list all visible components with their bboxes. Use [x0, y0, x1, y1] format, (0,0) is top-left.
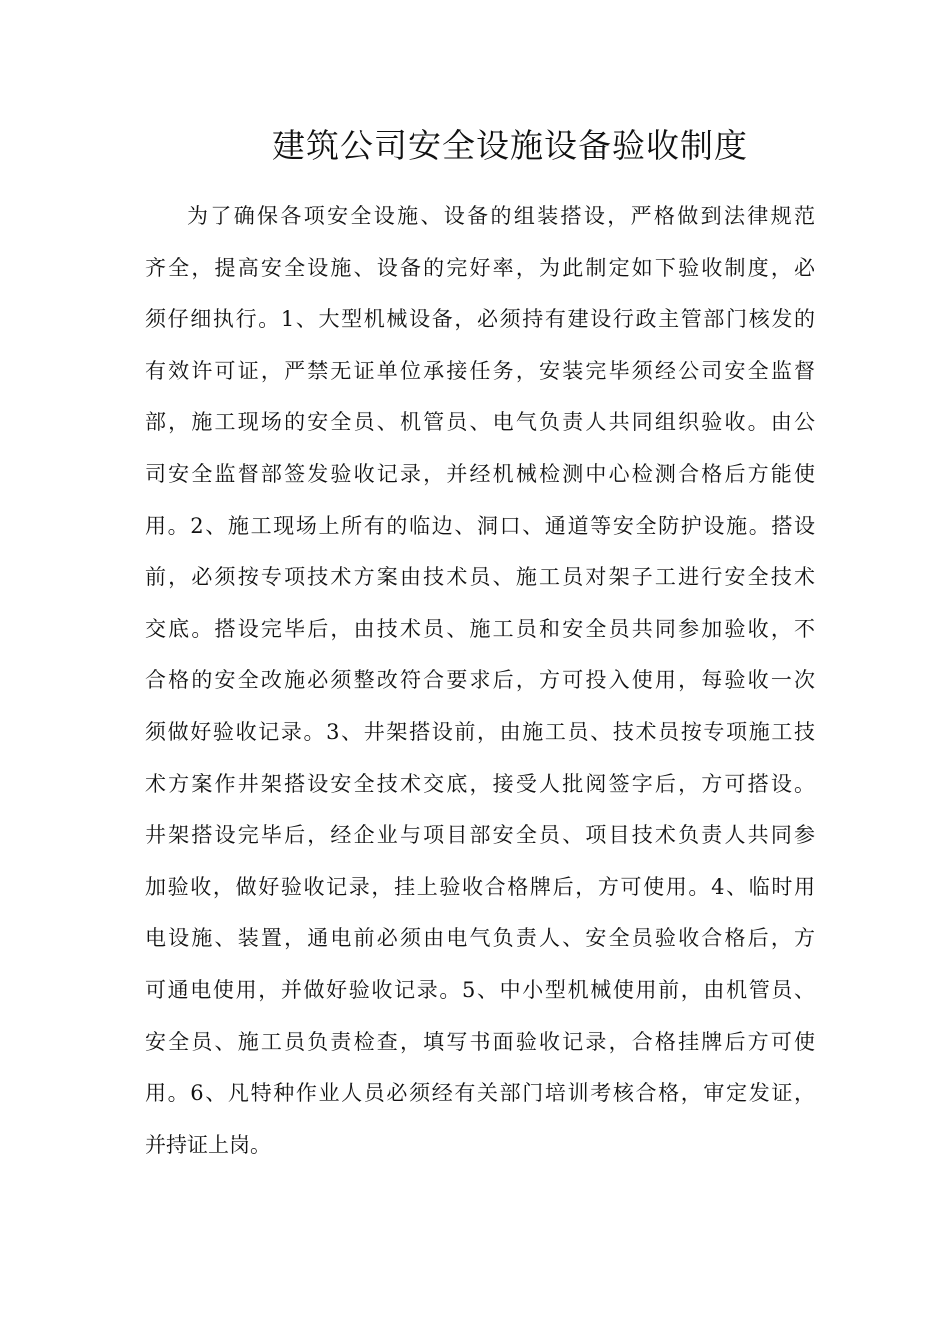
body-line: 术方案作井架搭设安全技术交底，接受人批阅签字后，方可搭设。: [145, 771, 815, 796]
body-line: 有效许可证，严禁无证单位承接任务，安装完毕须经公司安全监督: [145, 358, 815, 383]
body-line: 合格的安全改施必须整改符合要求后，方可投入使用，每验收一次: [145, 668, 815, 693]
body-line: 前，必须按专项技术方案由技术员、施工员对架子工进行安全技术: [145, 565, 815, 590]
body-line: 并持证上岗。: [145, 1132, 271, 1157]
document-title: 建筑公司安全设施设备验收制度: [272, 126, 748, 165]
body-line: 须做好验收记录。3、井架搭设前，由施工员、技术员按专项施工技: [145, 719, 815, 744]
body-line: 用。2、施工现场上所有的临边、洞口、通道等安全防护设施。搭设: [145, 513, 815, 538]
body-line: 可通电使用，并做好验收记录。5、中小型机械使用前，由机管员、: [145, 977, 815, 1002]
body-line: 加验收，做好验收记录，挂上验收合格牌后，方可使用。4、临时用: [145, 874, 815, 899]
body-line: 电设施、装置，通电前必须由电气负责人、安全员验收合格后，方: [145, 926, 815, 951]
body-line: 用。6、凡特种作业人员必须经有关部门培训考核合格，审定发证，: [145, 1081, 815, 1106]
body-line: 井架搭设完毕后，经企业与项目部安全员、项目技术负责人共同参: [145, 823, 815, 848]
body-line: 安全员、施工员负责检查，填写书面验收记录，合格挂牌后方可使: [145, 1029, 815, 1054]
body-line: 齐全，提高安全设施、设备的完好率，为此制定如下验收制度，必: [145, 255, 815, 280]
body-line: 须仔细执行。1、大型机械设备，必须持有建设行政主管部门核发的: [145, 307, 815, 332]
document-body: [145, 191, 815, 1171]
body-line: 交底。搭设完毕后，由技术员、施工员和安全员共同参加验收，不: [145, 616, 815, 641]
body-line: 部，施工现场的安全员、机管员、电气负责人共同组织验收。由公: [145, 410, 815, 435]
body-line: 司安全监督部签发验收记录，并经机械检测中心检测合格后方能使: [145, 461, 815, 486]
body-line: 为了确保各项安全设施、设备的组装搭设，严格做到法律规范: [187, 204, 815, 228]
